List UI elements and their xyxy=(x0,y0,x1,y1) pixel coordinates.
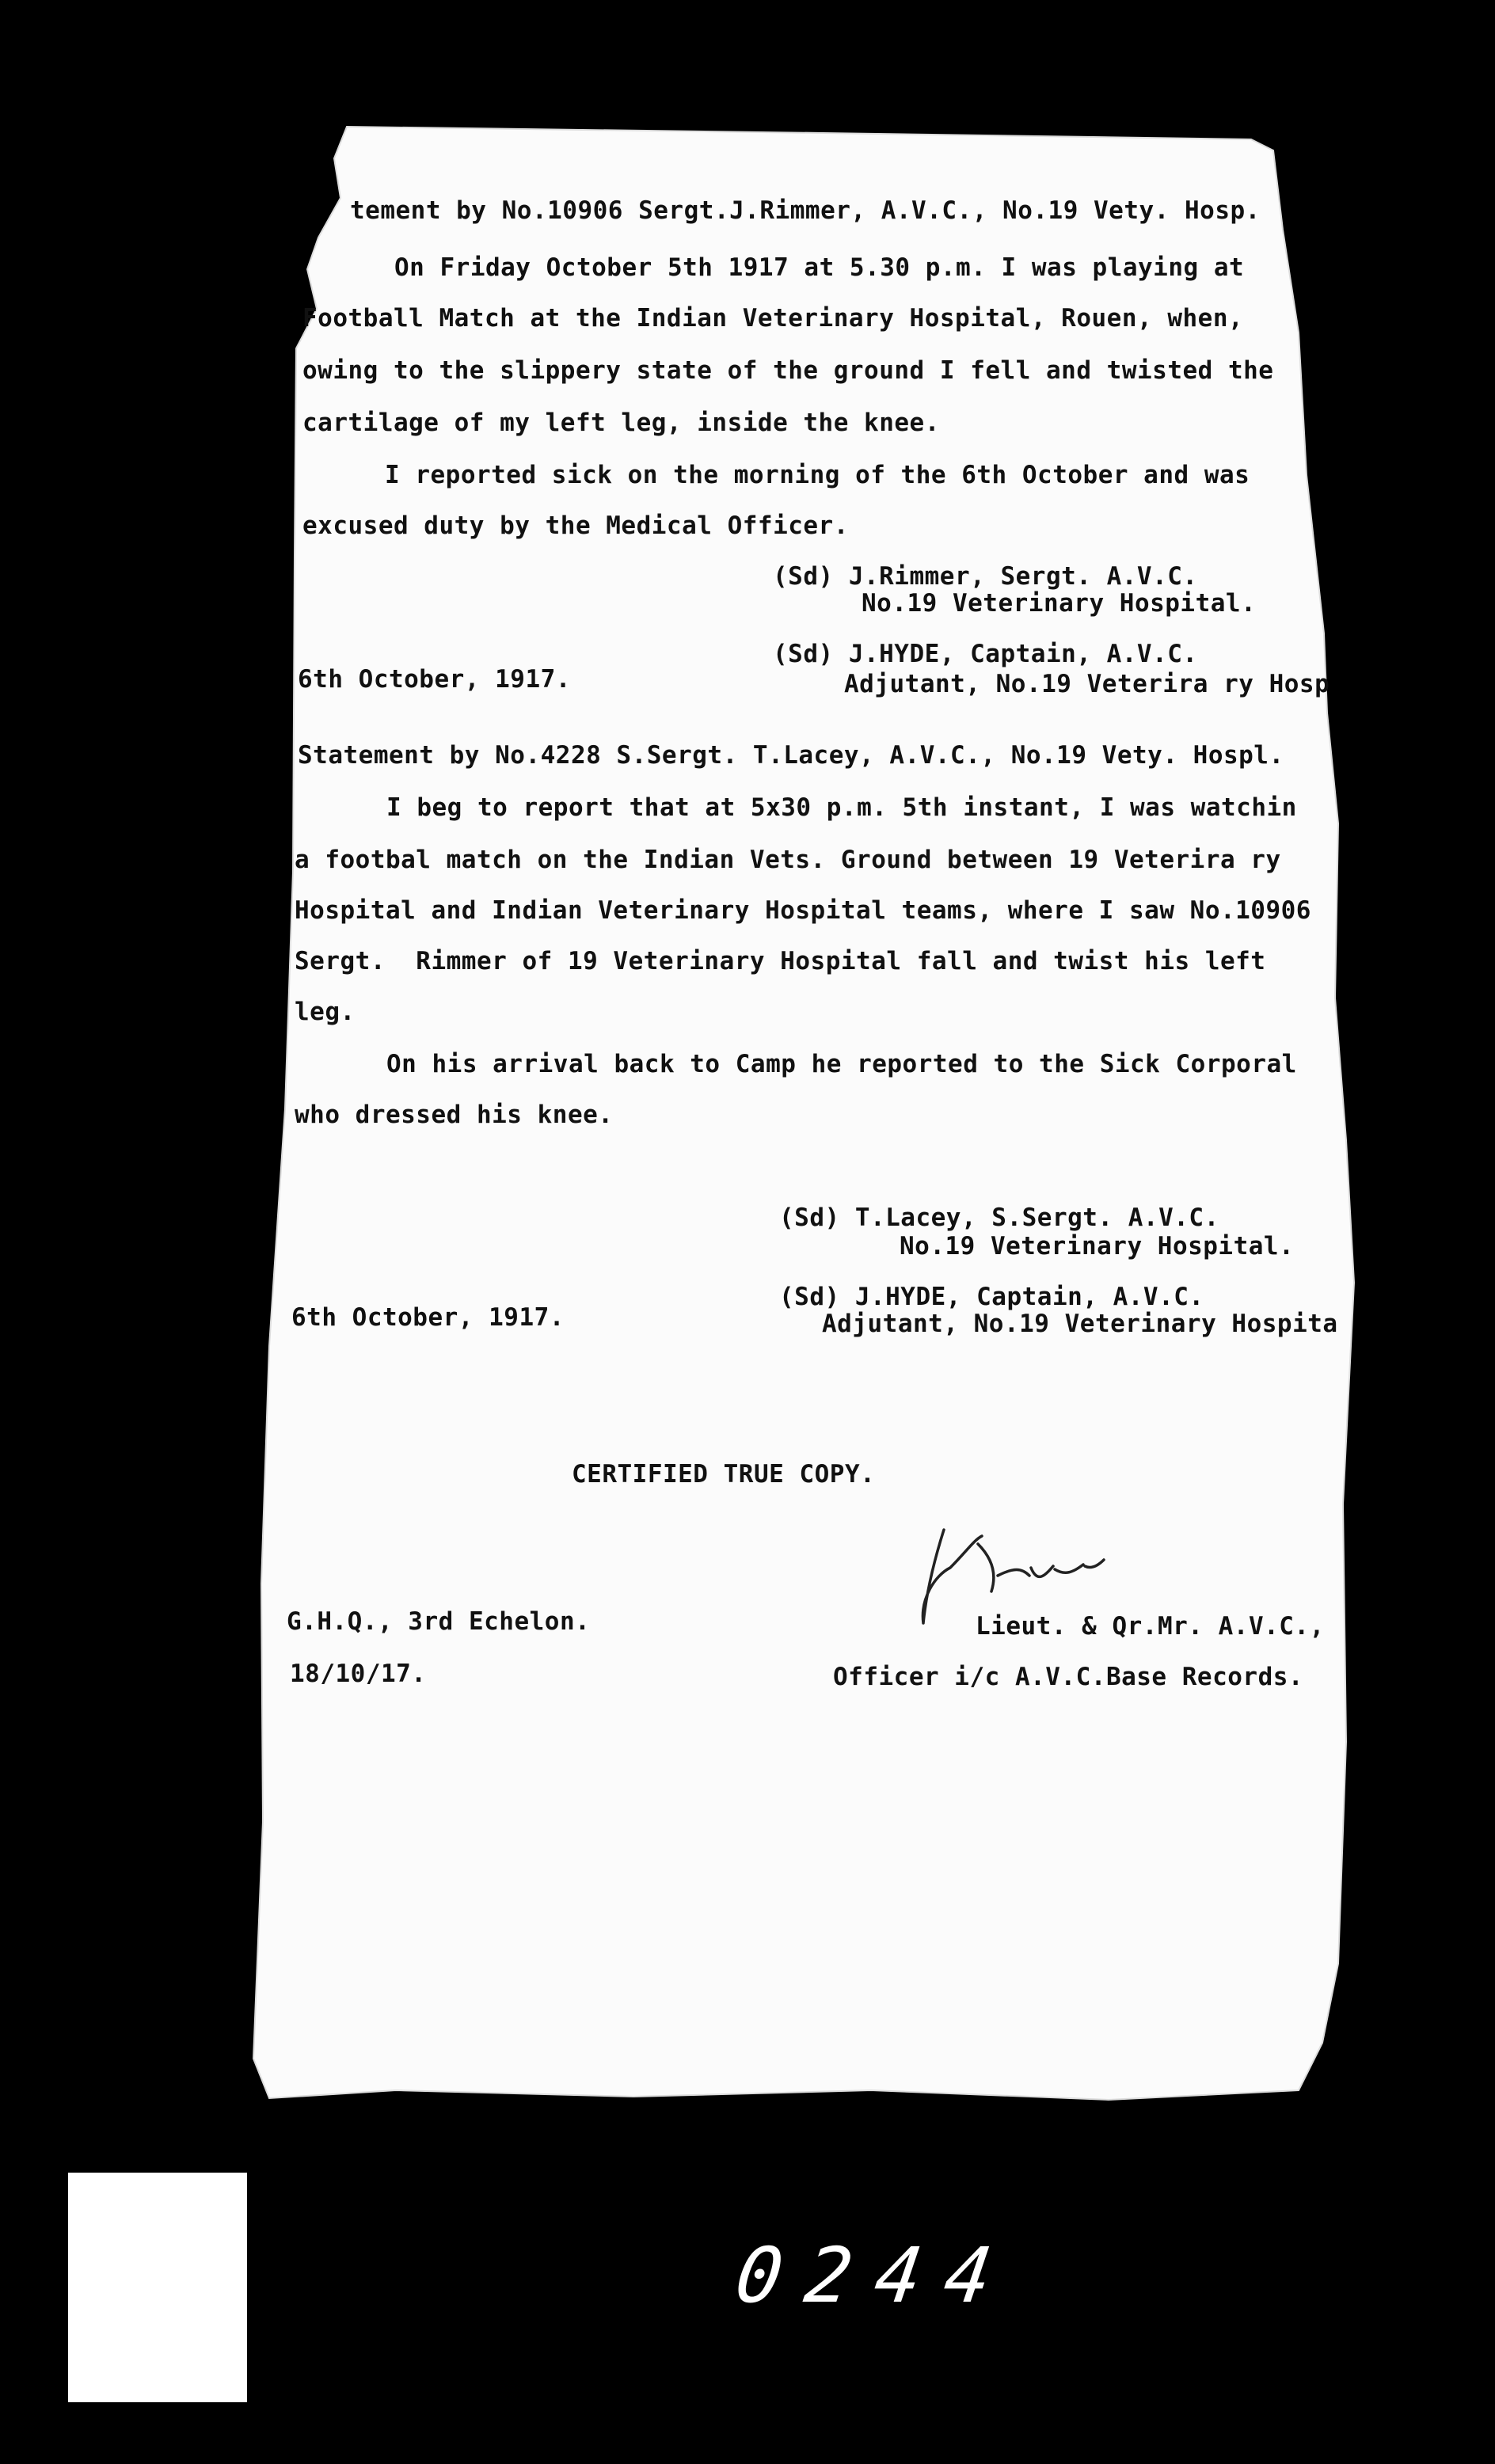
statement2-body-line: a footbal match on the Indian Vets. Ground between 19 Veterira ry xyxy=(295,846,1281,874)
statement1-body-line: Football Match at the Indian Veterinary Hospital, Rouen, when, xyxy=(302,304,1244,333)
statement1-body-line: cartilage of my left leg, inside the knee. xyxy=(302,409,940,437)
statement2-body-line: I beg to report that at 5x30 p.m. 5th instant, I was watchin xyxy=(386,793,1297,822)
statement1-heading: tement by No.10906 Sergt.J.Rimmer, A.V.C., No.19 Vety. Hosp. xyxy=(350,196,1261,225)
statement2-signature-1-unit: No.19 Veterinary Hospital. xyxy=(900,1232,1295,1261)
footer-rank: Lieut. & Qr.Mr. A.V.C., xyxy=(976,1612,1325,1641)
statement2-body-line: On his arrival back to Camp he reported to the Sick Corporal xyxy=(386,1050,1297,1078)
statement1-body-line: On Friday October 5th 1917 at 5.30 p.m. I was playing at xyxy=(394,253,1245,282)
statement1-body-line: excused duty by the Medical Officer. xyxy=(302,511,849,540)
certified-true-copy: CERTIFIED TRUE COPY. xyxy=(572,1460,876,1489)
footer-office: Officer i/c A.V.C.Base Records. xyxy=(833,1663,1304,1691)
statement1-signature-1: (Sd) J.Rimmer, Sergt. A.V.C. xyxy=(773,562,1198,591)
statement2-heading: Statement by No.4228 S.Sergt. T.Lacey, A.V.C., No.19 Vety. Hospl. xyxy=(298,741,1284,770)
statement1-signature-2-unit: Adjutant, No.19 Veterira ry Hosp xyxy=(844,670,1330,698)
footer-place: G.H.Q., 3rd Echelon. xyxy=(287,1607,591,1636)
statement1-date: 6th October, 1917. xyxy=(298,665,571,694)
statement1-body-line: owing to the slippery state of the ground I fell and twisted the xyxy=(302,356,1274,385)
footer-date: 18/10/17. xyxy=(290,1660,427,1688)
statement2-signature-2: (Sd) J.HYDE, Captain, A.V.C. xyxy=(779,1283,1204,1311)
statement2-date: 6th October, 1917. xyxy=(291,1303,565,1332)
microfilm-white-card xyxy=(68,2173,247,2402)
statement2-signature-2-unit: Adjutant, No.19 Veterinary Hospita xyxy=(822,1310,1338,1338)
statement1-signature-2: (Sd) J.HYDE, Captain, A.V.C. xyxy=(773,640,1198,668)
frame-number: 0244 xyxy=(730,2231,1021,2320)
statement2-body-line: Hospital and Indian Veterinary Hospital teams, where I saw No.10906 xyxy=(295,896,1311,925)
statement1-signature-1-unit: No.19 Veterinary Hospital. xyxy=(862,589,1257,618)
statement2-body-line: who dressed his knee. xyxy=(295,1101,614,1129)
statement1-body-line: I reported sick on the morning of the 6th October and was xyxy=(385,461,1250,489)
statement2-body-line: leg. xyxy=(295,998,356,1026)
statement2-signature-1: (Sd) T.Lacey, S.Sergt. A.V.C. xyxy=(779,1203,1219,1232)
statement2-body-line: Sergt. Rimmer of 19 Veterinary Hospital fall and twist his left xyxy=(295,947,1266,975)
